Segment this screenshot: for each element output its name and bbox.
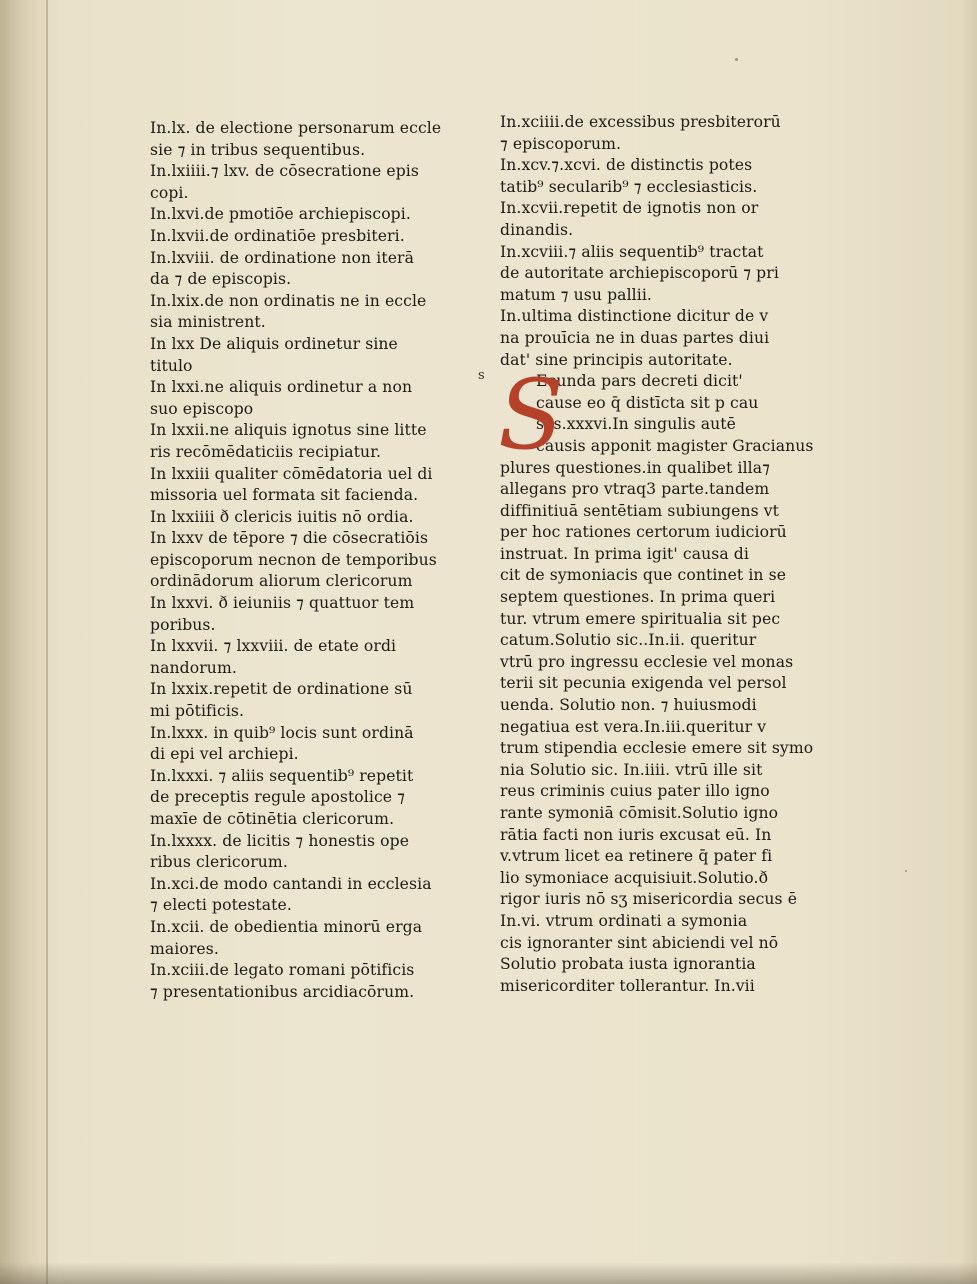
text-line: de autoritate archiepiscoporū ⁊ pri [500, 264, 779, 283]
text-line: sas.xxxvi.In singulis autē [536, 415, 736, 434]
text-line: mi pōtificis. [150, 702, 245, 721]
text-line: plures questiones.in qualibet illa⁊ [500, 458, 771, 477]
text-line: Solutio probata iusta ignorantia [500, 955, 756, 974]
text-line: ribus clericorum. [150, 853, 288, 872]
text-line: diffinitiuā sentētiam subiungens vt [500, 501, 780, 520]
right-column-top-lines [500, 112, 825, 371]
book-gutter [0, 0, 52, 1284]
text-line: sia ministrent. [150, 313, 266, 332]
text-line: In.lxviii. de ordinatione non iterā [150, 248, 414, 267]
text-line: In lxxvi. ð ieiuniis ⁊ quattuor tem [150, 594, 415, 613]
text-line: In.xcii. de obedientia minorū erga [150, 917, 423, 936]
text-line: In.ultima distinctione dicitur de v [500, 307, 769, 326]
text-line: titulo [150, 356, 193, 375]
text-line: allegans pro vtraq3 parte.tandem [500, 480, 770, 499]
text-line: causis apponit magister Gracianus [536, 436, 814, 455]
text-line: matum ⁊ usu pallii. [500, 285, 652, 304]
text-line: dinandis. [500, 220, 574, 239]
text-line: In lxxiiii ð clericis iuitis nō ordia. [150, 507, 414, 526]
right-text-column [478, 112, 825, 997]
text-line: tur. vtrum emere spiritualia sit pec [500, 609, 781, 628]
text-line: nandorum. [150, 658, 237, 677]
text-line: catum.Solutio sic..In.ii. queritur [500, 631, 757, 650]
text-line: In.xciiii.de excessibus presbiterorū [500, 113, 781, 131]
page-bottom-edge [0, 1262, 977, 1284]
text-line: rante symoniā cōmisit.Solutio igno [500, 804, 779, 822]
text-line: cit de symoniacis que continet in se [500, 566, 787, 585]
text-line: In.xcviii.⁊ aliis sequentib⁹ tractat [500, 242, 764, 261]
text-line: vtrū pro ingressu ecclesie vel monas [500, 652, 794, 671]
text-line: In.lxxxx. de licitis ⁊ honestis ope [150, 831, 410, 850]
text-line: reus criminis cuius pater illo igno [500, 782, 770, 801]
guide-letter: s [478, 368, 485, 384]
text-line: uenda. Solutio non. ⁊ huiusmodi [500, 696, 757, 715]
text-line: na prouīcia ne in duas partes diui [500, 328, 770, 347]
text-line: per hoc rationes certorum iudiciorū [500, 523, 787, 542]
text-line: In.xcv.⁊.xcvi. de distinctis potes [500, 156, 753, 175]
text-line: tatib⁹ secularib⁹ ⁊ ecclesiasticis. [500, 177, 758, 196]
text-line: In lxxi.ne aliquis ordinetur a non [150, 378, 413, 397]
text-line: ⁊ episcoporum. [500, 134, 622, 153]
text-line: cis ignoranter sint abiciendi vel nō [500, 933, 779, 952]
text-line: instruat. In prima igit' causa di [500, 544, 749, 563]
text-line: septem questiones. In prima queri [500, 588, 776, 607]
text-line: In lxxv de tēpore ⁊ die cōsecratiōis [150, 529, 429, 548]
text-line: ⁊ electi potestate. [150, 896, 292, 915]
text-line: episcoporum necnon de temporibus [150, 550, 437, 569]
text-line: poribus. [150, 615, 216, 634]
text-line: suo episcopo [150, 399, 254, 418]
text-line: In.xciii.de legato romani pōtificis [150, 961, 415, 980]
text-line: In.lxix.de non ordinatis ne in eccle [150, 291, 427, 310]
text-line: In.xcvii.repetit de ignotis non or [500, 199, 759, 218]
text-line: rātia facti non iuris excusat eū. In [500, 825, 772, 844]
text-line: trum stipendia ecclesie emere sit symo [500, 739, 814, 758]
text-line: misericorditer tollerantur. In.vii [500, 976, 755, 995]
gutter-shadow-line [46, 0, 48, 1284]
text-line: missoria uel formata sit facienda. [150, 486, 419, 505]
text-line: ⁊ presentationibus arcidiacōrum. [150, 982, 415, 1001]
text-line: In.lxvi.de pmotiōe archiepiscopi. [150, 205, 411, 224]
text-line: In.xci.de modo cantandi in ecclesia [150, 874, 432, 893]
text-line: In.lxvii.de ordinatiōe presbiteri. [150, 226, 405, 245]
text-line: In lxxiii qualiter cōmēdatoria uel di [150, 464, 433, 483]
text-line: rigor iuris nō sʒ misericordia secus ē [500, 890, 798, 909]
text-line: In.lxxxi. ⁊ aliis sequentib⁹ repetit [150, 766, 414, 785]
text-line: copi. [150, 183, 189, 202]
text-line: terii sit pecunia exigenda vel persol [500, 674, 787, 693]
text-line: v.vtrum licet ea retinere q̄ pater fi [500, 847, 773, 866]
text-line: ordinādorum aliorum clericorum [150, 572, 413, 591]
text-line: da ⁊ de episcopis. [150, 270, 292, 289]
text-line: negatiua est vera.In.iii.queritur v [500, 717, 767, 736]
text-line: maiores. [150, 939, 219, 958]
text-line: maxīe de cōtinētia clericorum. [150, 810, 395, 828]
text-line: In.lx. de electione personarum eccle [150, 119, 442, 137]
text-line: In lxxvii. ⁊ lxxviii. de etate ordi [150, 637, 397, 656]
text-line: In lxxii.ne aliquis ignotus sine litte [150, 421, 427, 440]
left-text-column [150, 118, 480, 1003]
text-line: Ecunda pars decreti dicit' [536, 372, 743, 391]
text-line: de preceptis regule apostolice ⁊ [150, 788, 406, 807]
text-line: In lxx De aliquis ordinetur sine [150, 334, 398, 353]
text-line: nia Solutio sic. In.iiii. vtrū ille sit [500, 760, 763, 779]
text-line: dat' sine principis autoritate. [500, 350, 733, 369]
right-column-body-lines [500, 458, 825, 998]
text-line: In.lxxx. in quib⁹ locis sunt ordinā [150, 723, 414, 742]
text-line: In lxxix.repetit de ordinatione sū [150, 680, 413, 699]
text-line: lio symoniace acquisiuit.Solutio.ð [500, 868, 769, 887]
text-line: In.lxiiii.⁊ lxv. de cōsecratione epis [150, 162, 419, 181]
paper-speck [905, 870, 907, 872]
paper-speck [735, 58, 738, 61]
text-line: sie ⁊ in tribus sequentibus. [150, 140, 366, 159]
text-line: In.vi. vtrum ordinati a symonia [500, 911, 748, 930]
red-initial-letter: S [498, 359, 564, 472]
text-line: di epi vel archiepi. [150, 745, 299, 764]
text-line: ris recōmēdaticiis recipiatur. [150, 442, 382, 461]
text-line: cause eo q̄ distīcta sit p cau [536, 393, 759, 412]
